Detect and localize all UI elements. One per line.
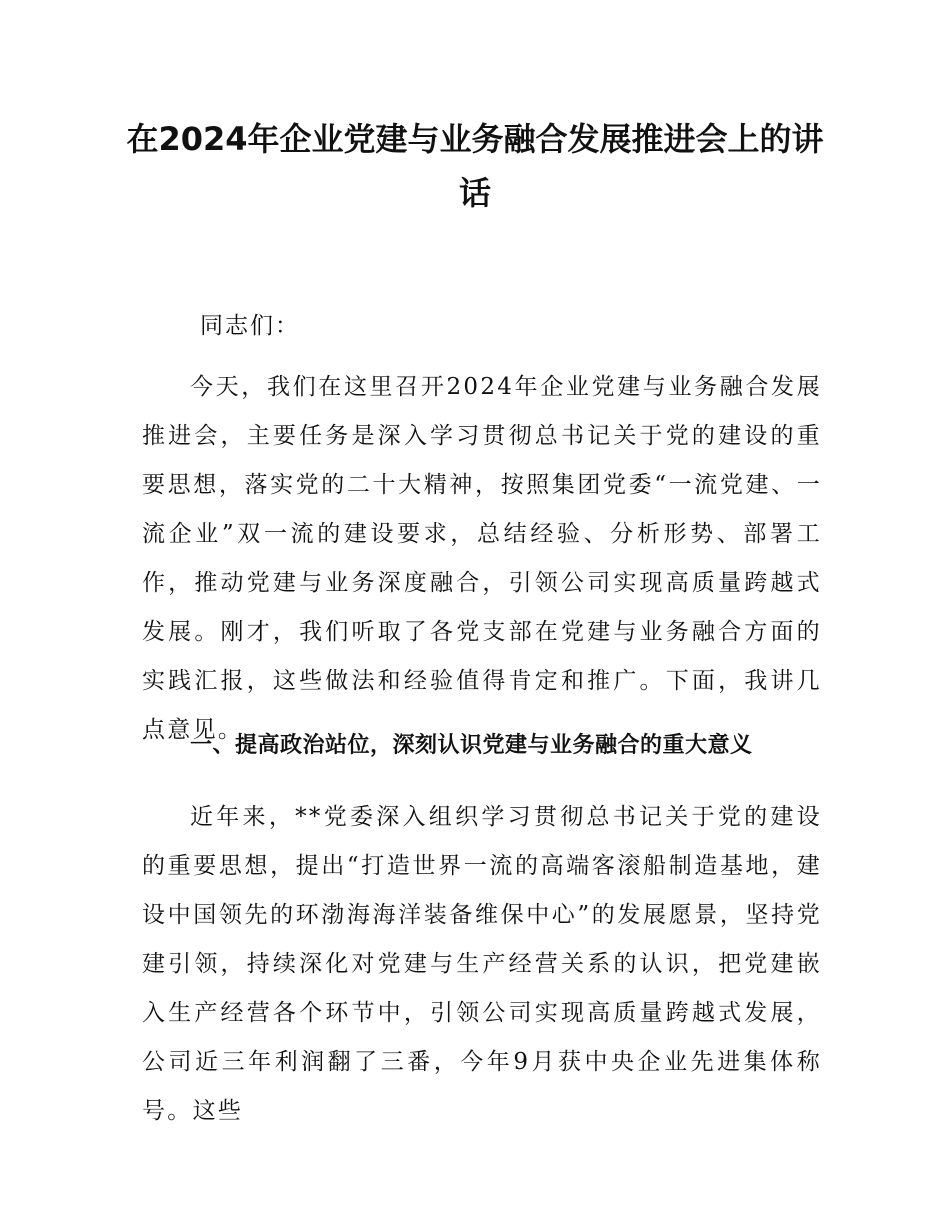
paragraph-opening: 今天，我们在这里召开2024年企业党建与业务融合发展推进会，主要任务是深入学习贯彻总书记关于党的建设的重要思想，落实党的二十大精神，按照集团党委“一流党建、一流企业”双一流的建设要求，总结经验、分析形势、部署工作，推动党建与业务深度融合，引领公司实现高质量跨越式发展。刚才，我们听取了各党支部在党建与业务融合方面的实践汇报，这些做法和经验值得肯定和推广。下面，我讲几点意见。 <box>142 374 822 743</box>
section-heading: 一、提高政治站位，深刻认识党建与业务融合的重大意义 <box>190 733 753 758</box>
document-title: 在2024年企业党建与业务融合发展推进会上的讲话 <box>126 120 824 212</box>
salutation: 同志们： <box>200 313 300 339</box>
paragraph-section-1: 近年来，**党委深入组织学习贯彻总书记关于党的建设的重要思想，提出“打造世界一流的高端客滚船制造基地，建设中国领先的环渤海海洋装备维保中心”的发展愿景，坚持党建引领，持续深化对党建与生产经营关系的认识，把党建嵌入生产经营各个环节中，引领公司实现高质量跨越式发展，公司近三年利润翻了三番，今年9月获中央企业先进集体称号。这些 <box>142 804 822 1124</box>
